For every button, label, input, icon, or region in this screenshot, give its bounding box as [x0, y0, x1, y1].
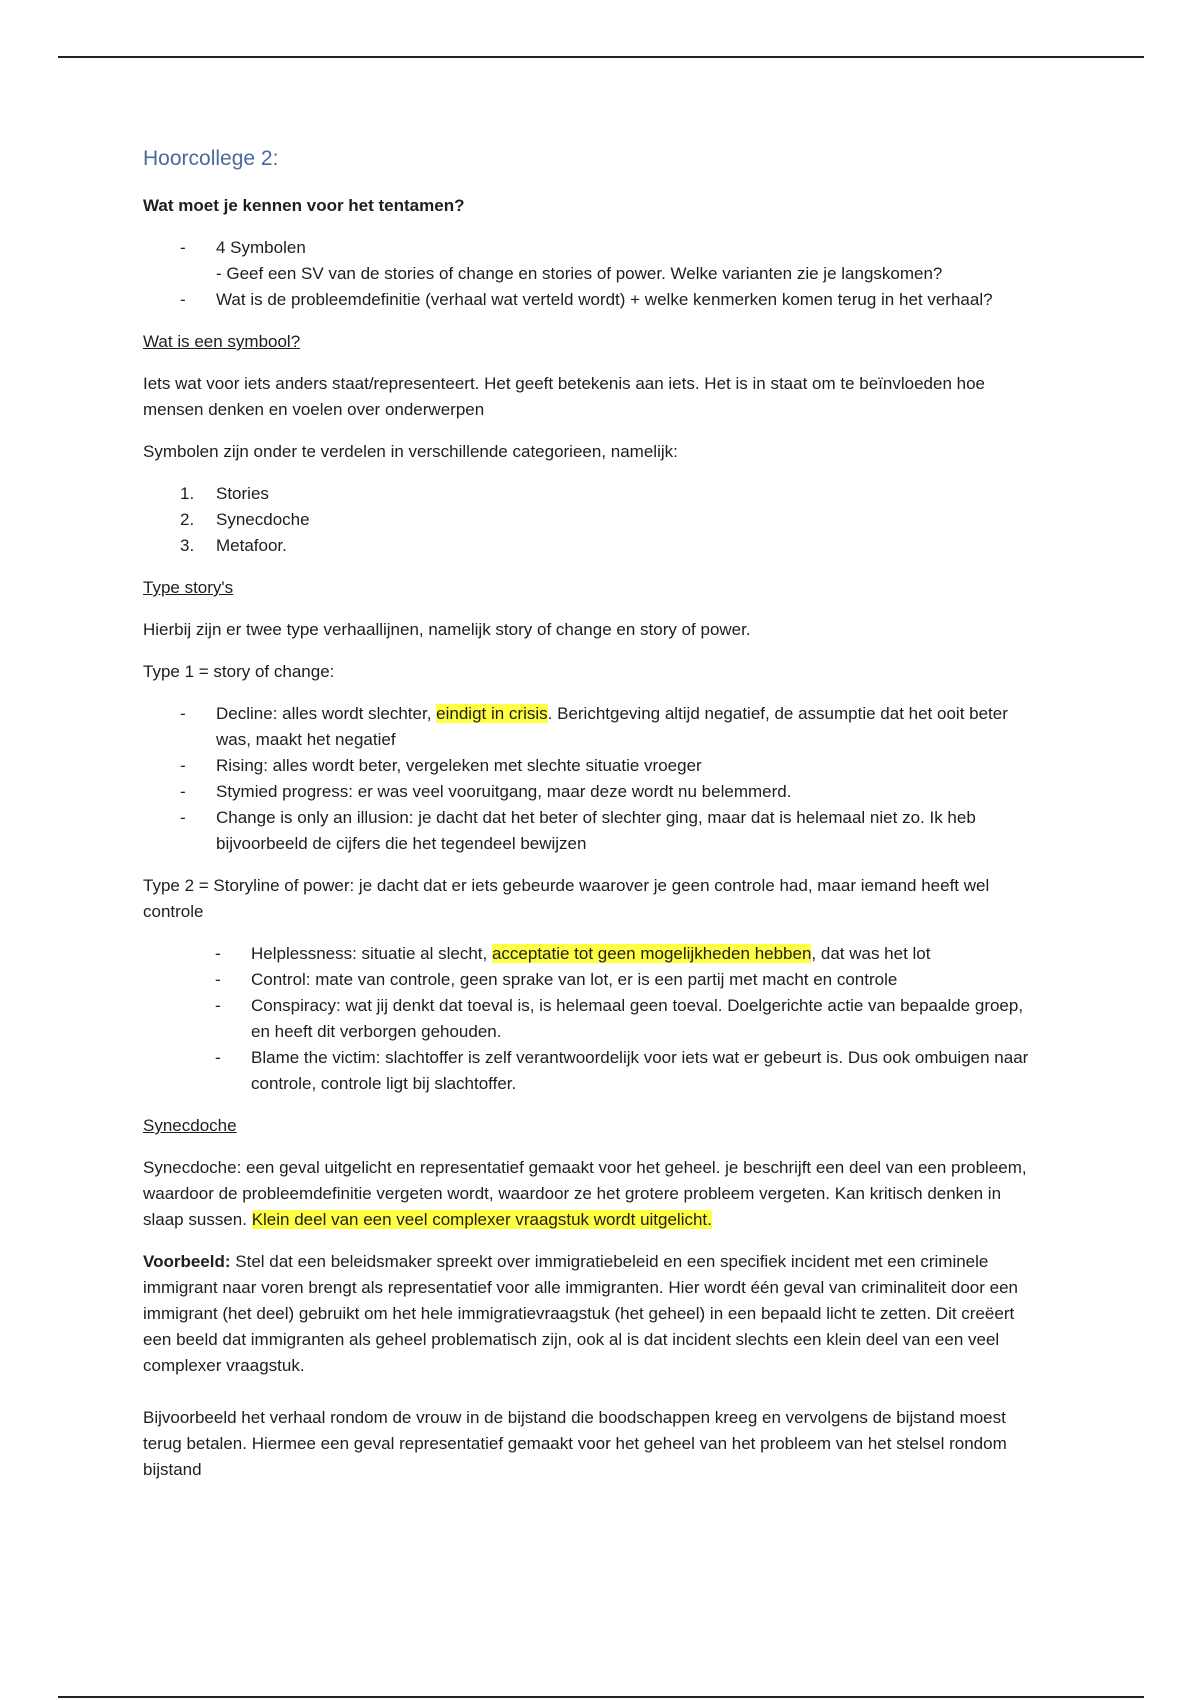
example-paragraph: Voorbeeld: Stel dat een beleidsmaker spreekt over immigratiebeleid en een specifiek incident met een criminele immigrant naar voren brengt als representatief voor alle immigranten. Hier wordt één geval van criminaliteit door een immigrant (het deel) gebruikt om het hele immigratievraagstuk (het geheel) in een bepaald licht te zetten. Dit creëert een beeld dat immigranten als geheel problematisch zijn, ook al is dat incident slechts een klein deel van een veel complexer vraagstuk. [143, 1252, 1018, 1375]
type2-label: Type 2 = Storyline of power: je dacht dat er iets gebeurde waarover je geen controle had, maar iemand heeft wel controle [143, 876, 990, 921]
list-item: - Stymied progress: er was veel vooruitgang, maar deze wordt nu belemmerd. [180, 782, 792, 801]
list-item: - Rising: alles wordt beter, vergeleken met slechte situatie vroeger [180, 756, 702, 775]
list-item: 3. Metafoor. [180, 536, 287, 555]
list-item: - Blame the victim: slachtoffer is zelf verantwoordelijk voor iets wat er gebeurt is. Dus ook ombuigen naar controle, controle ligt bij slachtoffer. [215, 1048, 1029, 1093]
footer-rule [58, 1696, 1144, 1698]
stories-heading: Type story's [143, 578, 234, 597]
exam-heading: Wat moet je kennen voor het tentamen? [143, 196, 465, 215]
header-rule [58, 56, 1144, 58]
synecdoche-heading: Synecdoche [143, 1116, 237, 1135]
list-item: - Control: mate van controle, geen sprake van lot, er is een partij met macht en controle [215, 970, 898, 989]
page-title: Hoorcollege 2: [143, 147, 279, 170]
list-item: - 4 Symbolen - Geef een SV van de stories of change en stories of power. Welke varianten zie je langskomen? [143, 235, 1043, 287]
example2-paragraph: Bijvoorbeeld het verhaal rondom de vrouw in de bijstand die boodschappen kreeg en vervolgens de bijstand moest terug betalen. Hiermee een geval representatief gemaakt voor het geheel van het probleem van het stelsel rondom bijstand [143, 1408, 1007, 1479]
list-item: - Change is only an illusion: je dacht dat het beter of slechter ging, maar dat is helemaal niet zo. Ik heb bijvoorbeeld de cijfers die het tegendeel bewijzen [180, 808, 976, 853]
power-list [143, 941, 1043, 1097]
type1-label: Type 1 = story of change: [143, 662, 335, 681]
categories-list [143, 481, 1043, 559]
sub-item: - Geef een SV van de stories of change en stories of power. Welke varianten zie je langskomen? [216, 264, 943, 283]
change-list [143, 701, 1043, 857]
list-item: - Wat is de probleemdefinitie (verhaal wat verteld wordt) + welke kenmerken komen terug in het verhaal? [143, 287, 1043, 313]
highlight: acceptatie tot geen mogelijkheden hebben [491, 944, 812, 963]
symbol-heading: Wat is een symbool? [143, 332, 301, 351]
symbol-definition: Iets wat voor iets anders staat/representeert. Het geeft betekenis aan iets. Het is in staat om te beïnvloeden hoe mensen denken en voelen over onderwerpen [143, 374, 985, 419]
example-label: Voorbeeld: [143, 1252, 231, 1271]
exam-list [143, 235, 1043, 313]
list-item: - Conspiracy: wat jij denkt dat toeval is, is helemaal geen toeval. Doelgerichte actie van bepaalde groep, en heeft dit verborgen gehouden. [215, 996, 1024, 1041]
document-body [143, 146, 1043, 1499]
list-item: 1. Stories [180, 484, 269, 503]
highlight: eindigt in crisis [436, 704, 548, 723]
list-item: - Helplessness: situatie al slecht, acceptatie tot geen mogelijkheden hebben, dat was het lot [215, 944, 931, 963]
list-item: - Decline: alles wordt slechter, eindigt in crisis. Berichtgeving altijd negatief, de assumptie dat het ooit beter was, maakt het negatief [180, 704, 1008, 749]
list-item: 2. Synecdoche [180, 510, 310, 529]
synecdoche-definition: Synecdoche: een geval uitgelicht en representatief gemaakt voor het geheel. je beschrijft een deel van een probleem, waardoor de probleemdefinitie vergeten wordt, waardoor ze het grotere probleem vergeten. Kan kritisch denken in slaap sussen. Klein deel van een veel complexer vraagstuk wordt uitgelicht. [143, 1158, 1027, 1229]
categories-intro: Symbolen zijn onder te verdelen in verschillende categorieen, namelijk: [143, 442, 678, 461]
dash-bullet: - [180, 290, 186, 309]
stories-intro: Hierbij zijn er twee type verhaallijnen, namelijk story of change en story of power. [143, 620, 751, 639]
highlight: Klein deel van een veel complexer vraagstuk wordt uitgelicht. [251, 1210, 712, 1229]
dash-bullet: - [180, 238, 186, 257]
